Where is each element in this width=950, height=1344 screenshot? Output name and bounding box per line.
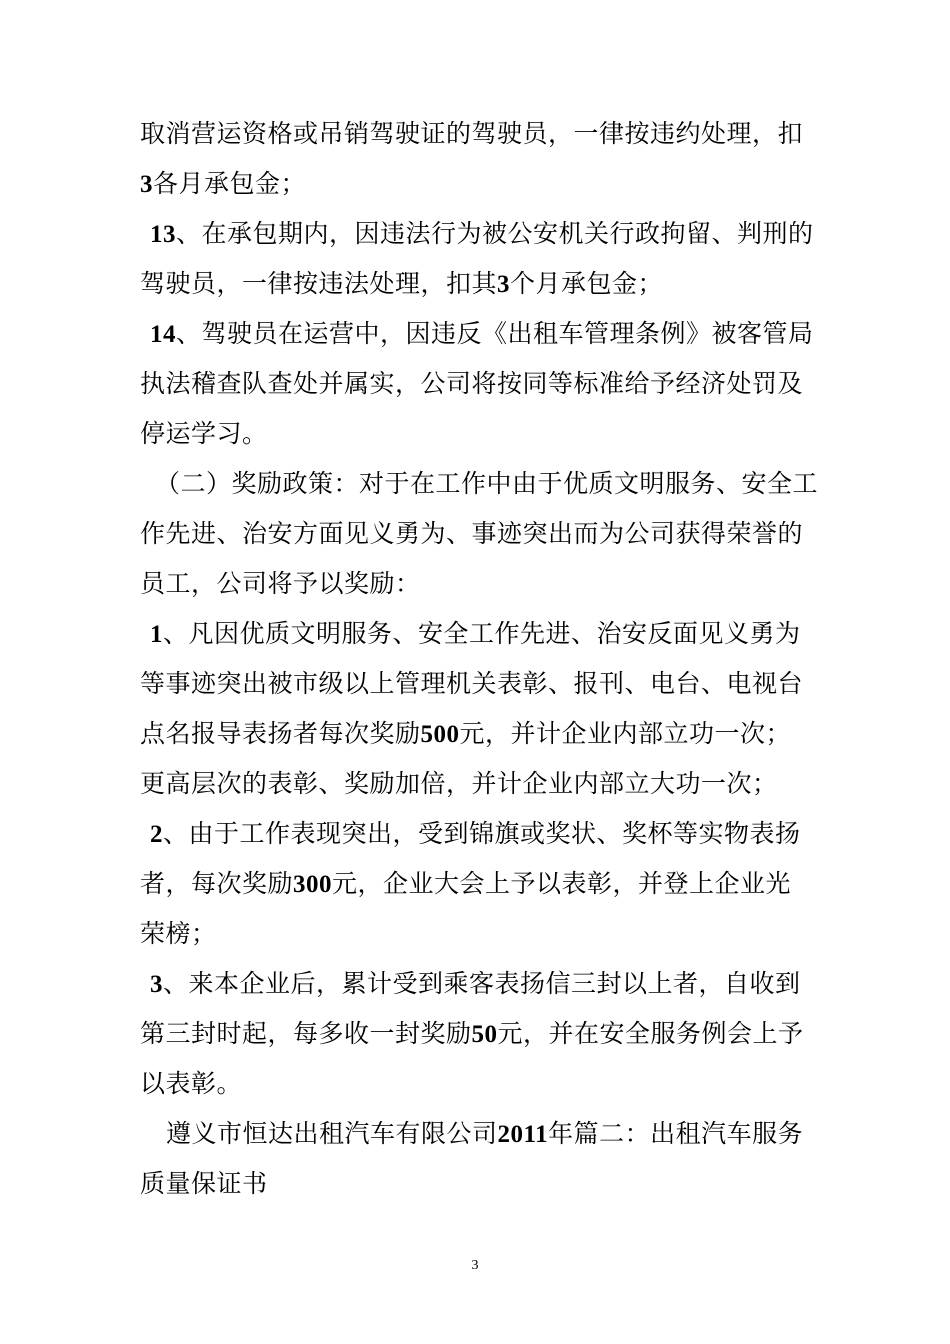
text-line-9: 作先进、治安方面见义勇为、事迹突出而为公司获得荣誉的 bbox=[140, 519, 804, 548]
text-line-8: （二）奖励政策：对于在工作中由于优质文明服务、安全工 bbox=[155, 469, 819, 498]
text-line-21: 遵义市恒达出租汽车有限公司2011年篇二：出租汽车服务 bbox=[166, 1119, 804, 1148]
text-line-22: 质量保证书 bbox=[140, 1169, 268, 1198]
text-line-12: 等事迹突出被市级以上管理机关表彰、报刊、电台、电视台 bbox=[140, 669, 804, 698]
page-number: 3 bbox=[471, 1258, 479, 1273]
text-line-16: 者，每次奖励300元，企业大会上予以表彰，并登上企业光 bbox=[140, 869, 792, 898]
text-line-5: 14、驾驶员在运营中，因违反《出租车管理条例》被客管局 bbox=[150, 319, 814, 348]
text-line-6: 执法稽查队查处并属实，公司将按同等标准给予经济处罚及 bbox=[140, 369, 804, 398]
text-line-20: 以表彰。 bbox=[140, 1069, 243, 1098]
text-line-19: 第三封时起，每多收一封奖励50元，并在安全服务例会上予 bbox=[140, 1019, 804, 1048]
text-line-10: 员工，公司将予以奖励： bbox=[140, 569, 421, 598]
text-line-17: 荣榜； bbox=[140, 919, 217, 948]
text-line-18: 3、来本企业后，累计受到乘客表扬信三封以上者，自收到 bbox=[150, 969, 801, 998]
text-line-1: 取消营运资格或吊销驾驶证的驾驶员，一律按违约处理，扣 bbox=[140, 119, 804, 148]
text-line-11: 1、凡因优质文明服务、安全工作先进、治安反面见义勇为 bbox=[150, 619, 801, 648]
text-line-2: 3各月承包金； bbox=[140, 169, 307, 198]
text-line-13: 点名报导表扬者每次奖励500元，并计企业内部立功一次； bbox=[140, 719, 792, 748]
text-line-14: 更高层次的表彰、奖励加倍，并计企业内部立大功一次； bbox=[140, 769, 778, 798]
text-line-7: 停运学习。 bbox=[140, 419, 268, 448]
text-line-3: 13、在承包期内，因违法行为被公安机关行政拘留、判刑的 bbox=[150, 219, 814, 248]
text-line-15: 2、由于工作表现突出，受到锦旗或奖状、奖杯等实物表扬 bbox=[150, 819, 801, 848]
text-line-4: 驾驶员，一律按违法处理，扣其3个月承包金； bbox=[140, 269, 664, 298]
